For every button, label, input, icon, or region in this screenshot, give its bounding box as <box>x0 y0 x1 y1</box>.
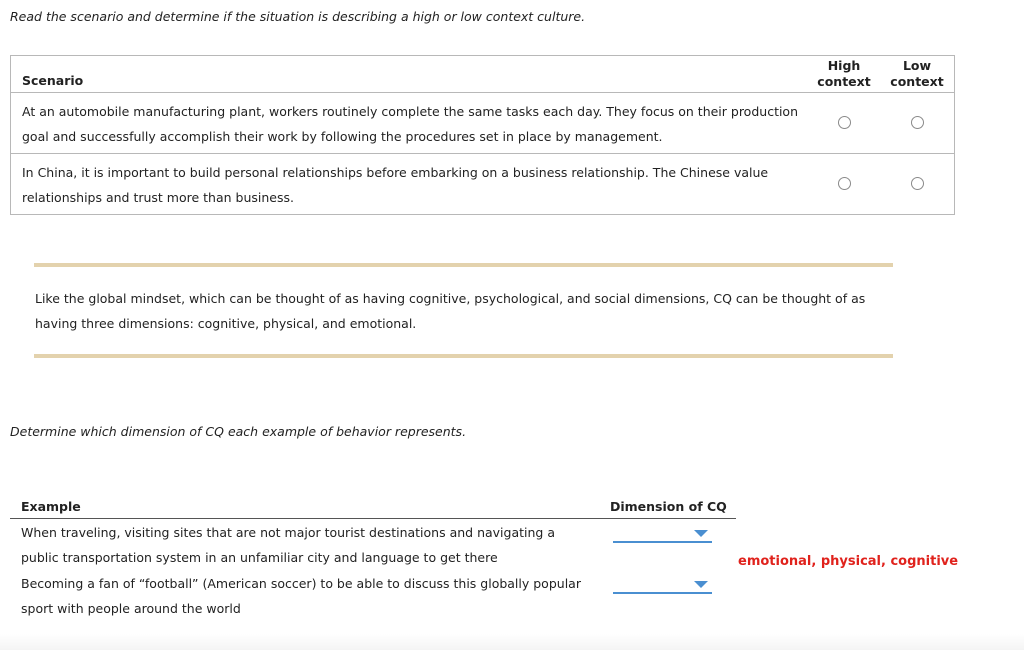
dimension-dropdown[interactable] <box>613 527 712 543</box>
caret-down-icon[interactable] <box>694 581 708 588</box>
answer-options-list: emotional, physical, cognitive <box>738 554 959 569</box>
scenario-column-header: Scenario <box>22 73 84 88</box>
high-context-column-header: High context <box>817 58 871 89</box>
scenario-row <box>11 93 954 153</box>
example-column-header: Example <box>21 499 81 514</box>
info-box-text: Like the global mindset, which can be thought of as having cognitive, psychological, and social dimensions, CQ can be thought of as having three dimensions: cognitive, physical, and emotional. <box>35 291 866 331</box>
low-context-column-header: Low context <box>890 58 944 89</box>
bottom-shadow <box>0 634 1024 650</box>
scenario-table-header <box>11 56 954 93</box>
high-context-radio[interactable] <box>838 177 851 190</box>
scenario-table <box>10 55 955 215</box>
caret-down-icon[interactable] <box>694 530 708 537</box>
instructions-scenario: Read the scenario and determine if the situation is describing a high or low context culture. <box>10 9 586 24</box>
example-table-header-divider <box>10 518 736 519</box>
scenario-text: At an automobile manufacturing plant, workers routinely complete the same tasks each day. They focus on their production goal and successfully accomplish their work by following the procedures set in place by management. <box>22 104 799 144</box>
dimension-column-header: Dimension of CQ <box>610 499 727 514</box>
dimension-dropdown[interactable] <box>613 578 712 594</box>
info-box-bottom-rule <box>34 354 893 358</box>
example-text: Becoming a fan of “football” (American soccer) to be able to discuss this globally popular sport with people around the world <box>21 576 581 616</box>
low-context-radio[interactable] <box>911 116 924 129</box>
example-text: When traveling, visiting sites that are not major tourist destinations and navigating a public transportation system in an unfamiliar city and language to get there <box>21 525 555 565</box>
scenario-row <box>11 153 954 214</box>
instructions-dimension: Determine which dimension of CQ each example of behavior represents. <box>10 424 467 439</box>
scenario-text: In China, it is important to build personal relationships before embarking on a business relationship. The Chinese value relationships and trust more than business. <box>22 165 769 205</box>
high-context-radio[interactable] <box>838 116 851 129</box>
info-box-top-rule <box>34 263 893 267</box>
low-context-radio[interactable] <box>911 177 924 190</box>
